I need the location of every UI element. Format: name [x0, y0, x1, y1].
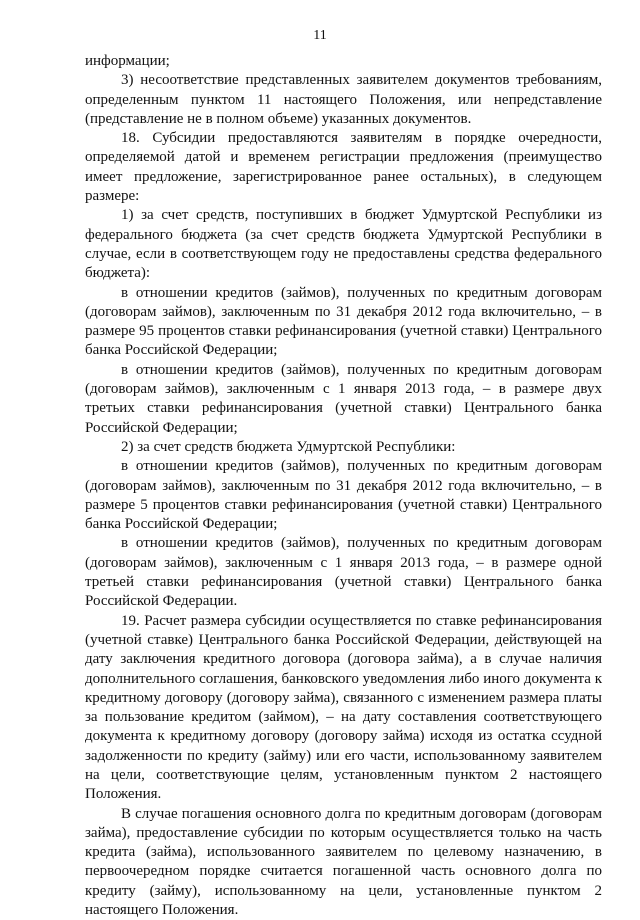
paragraph-loans-from-2013-two-thirds: в отношении кредитов (займов), полученных по кредитным договорам (договорам займов), заключенным с 1 января 2013 года, – в размере двух третьих ставки рефинансирования (учетной ставки) Центрального банка Российской Федерации;	[85, 361, 602, 436]
paragraph-section-18: 18. Субсидии предоставляются заявителям в порядке очередности, определяемой датой и временем регистрации предложения (преимущество имеет предложение, зарегистрированное ранее остальных), в следующем размере:	[85, 130, 602, 205]
paragraph-section-19: 19. Расчет размера субсидии осуществляется по ставке рефинансирования (учетной ставке) Центрального банка Российской Федерации, действующей на дату заключения кредитного договора (договора займа), а в случае наличия дополнительного соглашения, банковского уведомления либо иного документа к кредитному договору (договору займа), связанного с изменением размера платы за пользование кредитом (займом), – на дату составления соответствующего документа к кредитному договору (договору займа) исходя из остатка ссудной задолженности по кредиту (займу) или его части, использованному заявителем на цели, соответствующие целям, установленным пунктом 2 настоящего Положения.	[85, 612, 602, 803]
paragraph-loans-from-2013-one-third: в отношении кредитов (займов), полученных по кредитным договорам (договорам займов), заключенным с 1 января 2013 года, – в размере одной третьей ставки рефинансирования (учетной ставки) Центрального банка Российской Федерации.	[85, 535, 602, 610]
paragraph-item-3-nonconformity: 3) несоответствие представленных заявителем документов требованиям, определенным пунктом 11 настоящего Положения, или непредставление (представление не в полном объеме) указанных документов.	[85, 72, 602, 127]
paragraph-item-1-federal-budget: 1) за счет средств, поступивших в бюджет Удмуртской Республики из федерального бюджета (за счет средств бюджета Удмуртской Республики в случае, если в соответствующем году не предоставлены средства федерального бюджета):	[85, 207, 602, 282]
paragraph-debt-repayment: В случае погашения основного долга по кредитным договорам (договорам займа), предоставление субсидии по которым осуществляется только на часть кредита (займа), использованного заявителем по целевому назначению, в первоочередном порядке считается погашенной часть основного долга по кредиту (займу), использованному на цели, установленные пунктом 2 настоящего Положения.	[85, 805, 602, 919]
page-number: 11	[313, 28, 327, 43]
paragraph-item-2-republic-budget: 2) за счет средств бюджета Удмуртской Республики:	[121, 438, 456, 455]
paragraph-informatsii: информации;	[85, 53, 170, 69]
paragraph-loans-until-2012-5-percent: в отношении кредитов (займов), полученных по кредитным договорам (договорам займов), заключенным по 31 декабря 2012 года включительно, – в размере 5 процентов ставки рефинансирования (учетной ставки) Центрального банка Российской Федерации;	[85, 458, 602, 533]
document-body	[85, 52, 602, 920]
paragraph-loans-until-2012-95-percent: в отношении кредитов (займов), полученных по кредитным договорам (договорам займов), заключенным по 31 декабря 2012 года включительно, – в размере 95 процентов ставки рефинансирования (учетной ставки) Центрального банка Российской Федерации;	[85, 284, 602, 359]
